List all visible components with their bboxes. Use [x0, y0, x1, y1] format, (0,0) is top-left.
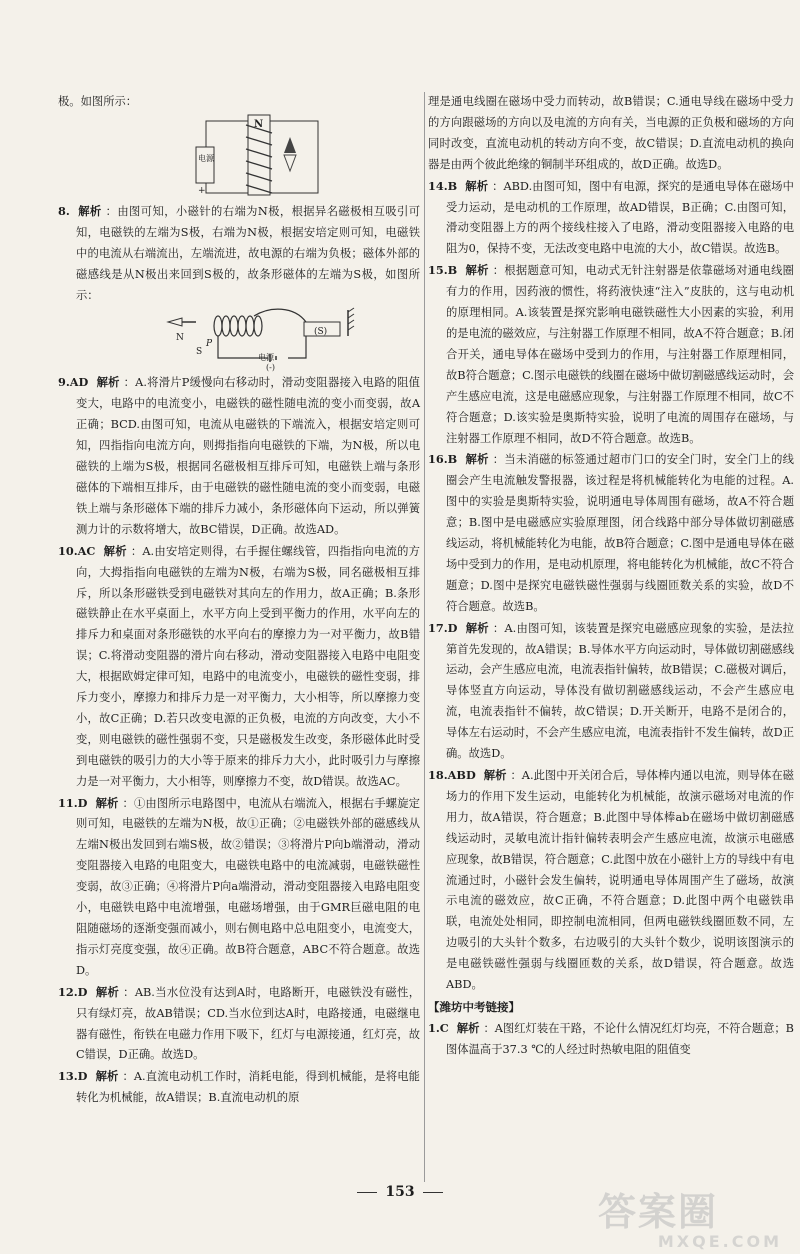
question-10: 10.AC 解析 ：A.由安培定则得，右手握住螺线管，四指指向电流的方向，大拇指指向电磁铁的左端为N极，右端为S极，同名磁极相互排斥，所以条形磁铁受到电磁铁对其向左的作用力，故A正确；B.条形磁铁静止在水平桌面上，水平方向上受到平衡力的作用，水平向左的排斥力和桌面对条形磁铁的水平向右的摩擦力为一对平衡力，故B错误；C.将滑动变阻器的滑片向右移动，滑动变阻器接入电路中电阻变大，根据欧姆定律可知，电路中的电流变小，电磁铁的磁性变弱，排斥力变小，摩擦力和排斥力是一对平衡力，大小相等，所以摩擦力变小，故C正确；D.若只改变电源的正负极，电流的方向改变，大小不变，则电磁铁的磁性强弱不变，只是磁极发生改变，条形磁体此时受到电磁铁的吸引力的大小等于原来的排斥力大小，此时吸引力与摩擦力是一对平衡力，大小相等，则摩擦力不变，故D错误。故选AC。 — [58, 543, 420, 788]
right-column — [428, 92, 794, 1061]
electromagnet-figure-2 — [58, 306, 420, 372]
left-column — [58, 92, 420, 1109]
page-number-dash-right — [423, 1192, 443, 1193]
svg-text:N: N — [176, 333, 184, 344]
question-13-continued: 理是通电线圈在磁场中受力而转动，故B错误；C.通电导线在磁场中受力的方向跟磁场的方向以及电流的方向有关，当电源的正负极和磁场的方向同时改变，直流电动机的转动方向不变，故C错误；D.直流电动机的换向器是由两个彼此绝缘的铜制半环组成的，故D正确。故选D。 — [428, 95, 794, 171]
svg-text:(-): (-) — [266, 363, 275, 373]
question-16: 16.B 解析 ：当未消磁的标签通过超市门口的安全门时，安全门上的线圈会产生电流触发警报器，该过程是将机械能转化为电能的过程。A.图中的实验是奥斯特实验，说明通电导体周围有磁场，故A不符合题意；B.图中是电磁感应实验原理图，闭合线路中部分导体做切割磁感线运动，将机械能转化为电能，故B符合题意；C.图中是通电导体在磁场中受到力的作用，是电动机原理，将电能转化为机械能，故C不符合题意；D.图中是探究电磁铁磁性强弱与线圈匝数关系的实验，故D不符合题意。故选B。 — [428, 452, 794, 613]
question-12: 12.D 解析 ：AB.当水位没有达到A时，电路断开，电磁铁没有磁性，只有绿灯亮，故AB错误；CD.当水位到达A时，电路接通，电磁继电器有磁性，衔铁在电磁力作用下吸下，红灯与电源接通，红灯亮，故C错误，D正确。故选D。 — [58, 984, 420, 1062]
watermark-logo: 答案圈 MXQE.COM — [598, 1190, 782, 1251]
question-11: 11.D 解析 ：①由图所示电路图中，电流从右端流入，根据右手螺旋定则可知，电磁铁的左端为N极，故①正确；②电磁铁外部的磁感线从左端N极出发回到右端S极，故②错误；③将滑片P向b端滑动，滑动变阻器接入电路的电阻变大，电磁铁电路中的电流减弱，电磁铁磁性变弱，故③正确；④将滑片P向a端滑动，滑动变阻器接入电路电阻变小，电磁铁电路中电流增强，电磁场增强，由于GMR巨磁电阻的电阻随磁场的逐渐变强而减小，则右侧电路中总电阻变小，电流变大，指示灯亮度变强，故④正确。故B符合题意，ABC不符合题意。故选D。 — [58, 795, 420, 977]
page-number-dash-left — [357, 1192, 377, 1193]
question-18: 18.ABD 解析 ：A.此图中开关闭合后，导体棒内通以电流，则导体在磁场力的作用下发生运动，电能转化为机械能，故演示磁场对电流的作用力，故A错误，符合题意；B.此图中导体棒ab在磁场中做切割磁感线运动时，灵敏电流计指针偏转表明会产生感应电流，故演示电磁感应现象，故B错误，符合题意；C.此图中放在小磁针上方的导线中有电流通过时，小磁针会发生偏转，说明通电导体周围产生了磁场，故演示电流的磁效应，故C正确，不符合题意；D.此图中两个电磁铁串联，电流处处相同，即控制电流相同，但两电磁铁线圈匝数不同，左边吸引的大头针个数多，右边吸引的大头针个数少，说明该图演示的是电磁铁磁性强弱与线圈匝数的关系，故D错误，符合题意。故选ABD。 — [428, 768, 794, 992]
svg-text:电源: 电源 — [258, 353, 274, 363]
link-question-1: 1.C 解析 ：A图红灯装在干路，不论什么情况红灯均亮，不符合题意；B图体温高于37.3 ℃的人经过时热敏电阻的阻值变 — [428, 1020, 794, 1056]
question-14: 14.B 解析 ：ABD.由图可知，图中有电源，探究的是通电导体在磁场中受力运动，是电动机的工作原理，故AD错误，B正确；C.由图可知，滑动变阻器上方的两个接线柱接入了电路，滑动变阻器接入电路的电阻为0，保持不变，无法改变电路中电流的大小，故C错误。故选B。 — [428, 178, 794, 256]
question-9: 9.AD 解析 ：A.将滑片P缓慢向右移动时，滑动变阻器接入电路的阻值变大，电路中的电流变小，电磁铁的磁性随电流的变小而变弱，故A正确；BCD.由图可知，电流从电磁铁的下端流入，根据安培定则可知，四指指向电流方向，则拇指指向电磁铁的下端，为N极，所以电磁铁的上端为S极，根据同名磁极相互排斥可知，电磁铁上端与条形磁体的下端相互排斥，由于电磁铁的磁性随电流的变小而变弱，电磁铁上端与条形磁体下端的排斥力减小，条形磁体向下运动，所以弹簧测力计的示数将增大，故BC错误，D正确。故选AD。 — [58, 375, 420, 536]
fig1-n-label: N — [254, 118, 264, 130]
intro-text: 极。如图所示： — [58, 95, 138, 108]
svg-text:P: P — [206, 339, 213, 350]
svg-text:S: S — [196, 347, 203, 358]
question-13: 13.D 解析 ：A.直流电动机工作时，消耗电能，得到机械能，是将电能转化为机械能，故A错误；B.直流电动机的原 — [58, 1069, 420, 1105]
section-title: 【潍坊中考链接】 — [428, 999, 520, 1014]
fig1-plus-label: + — [198, 185, 206, 196]
svg-text:(S): (S) — [314, 327, 328, 338]
question-8: 8. 解析 ：由图可知，小磁针的右端为N极，根据异名磁极相互吸引可知，电磁铁的左端为S极，右端为N极，根据安培定则可知，电磁铁中的电流从右端流出，左端流进，故电源的右端为负极；磁体外部的磁感线是从N极出来回到S极的，故条形磁体的左端为S极，如图所示： — [58, 203, 420, 302]
question-15: 15.B 解析 ：根据题意可知，电动式无针注射器是依靠磁场对通电线圈有力的作用，因药液的惯性，将药液快速“注入”皮肤的，这与电动机的原理相同。A.该装置是探究影响电磁铁磁性大小因素的实验，利用的是电流的磁效应，与注射器工作原理不相同，故A不符合题意；B.闭合开关，通电导体在磁场中受到力的作用，与注射器工作原理相同，故B符合题意；C.图示电磁铁的线圈在磁场中做切割磁感线运动时，会产生感应电流，这是电磁感应现象，与注射器工作原理不相同，故C不符合题意；D.该实验是奥斯特实验，说明了电流的周围存在磁场，与注射器工作原理不相同，故D不符合题意。故选B。 — [428, 263, 794, 445]
electromagnet-figure-1 — [58, 113, 420, 201]
page-number: 153 — [0, 1184, 800, 1200]
column-divider — [424, 92, 425, 1182]
fig1-source-label: 电源 — [198, 153, 214, 163]
question-17: 17.D 解析 ：A.由图可知，该装置是探究电磁感应现象的实验，是法拉第首先发现的，故A错误；B.导体水平方向运动时，导体做切割磁感线运动，会产生感应电流，电流表指针偏转，故B错误；C.磁极对调后，导体竖直方向运动，导体没有做切割磁感线运动，不会产生感应电流，电流表指针不偏转，故C错误；D.开关断开，电路不是闭合的，导体左右运动时，不会产生感应电流，电流表指针不发生偏转，故D正确。故选D。 — [428, 620, 794, 761]
